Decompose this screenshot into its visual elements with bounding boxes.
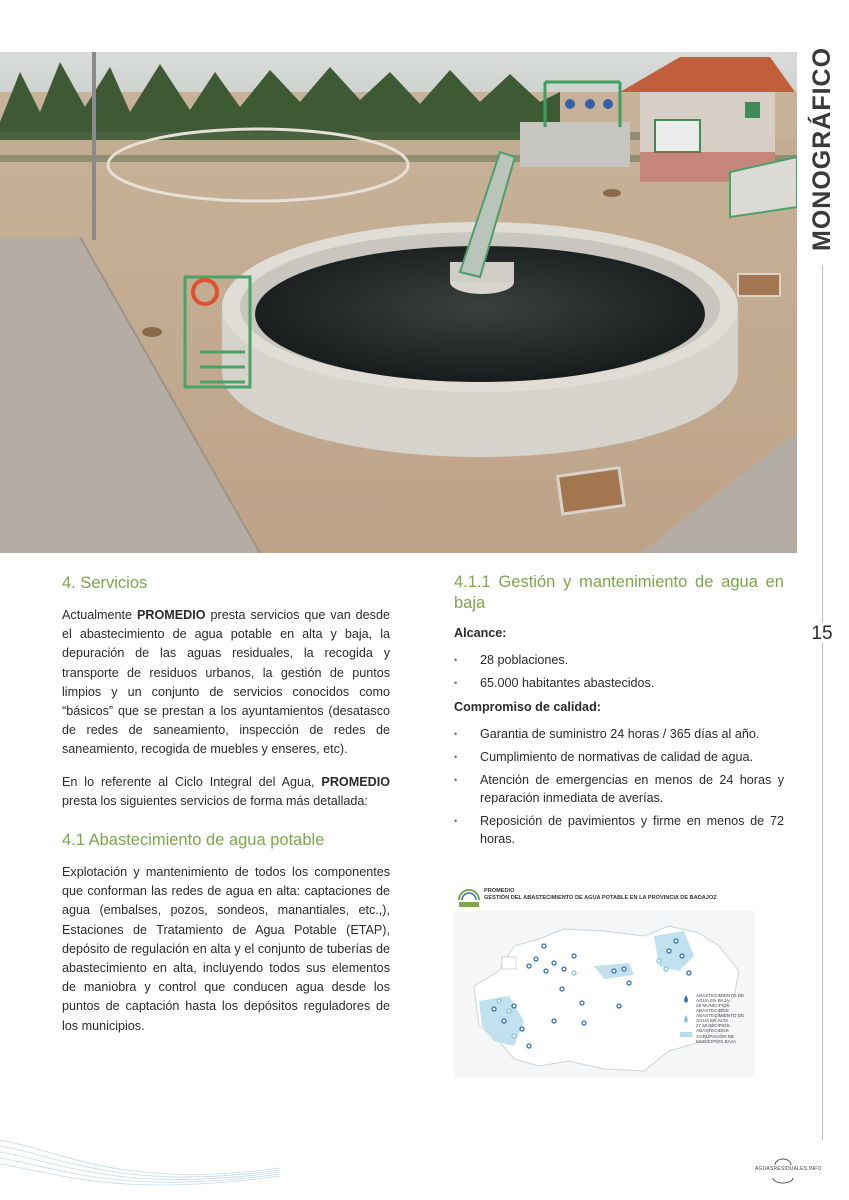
legend-low-supply xyxy=(696,993,755,1013)
intro-text-a: Actualmente xyxy=(62,608,137,622)
quality-list xyxy=(454,725,784,848)
list-item: • Cumplimiento de normativas de calidad de agua. xyxy=(454,748,784,766)
section-title-vertical: MONOGRÁFICO xyxy=(808,46,836,251)
legend-high-supply xyxy=(696,1013,755,1033)
cycle-text-a: En lo referente al Ciclo Integral del Agua, xyxy=(62,774,322,789)
map-header xyxy=(454,885,755,911)
quality-label: Compromiso de calidad: xyxy=(454,700,601,715)
list-item: • Atención de emergencias en menos de 24 horas y reparación inmediata de averías. xyxy=(454,771,784,807)
intro-text-b: presta servicios que van desde el abastecimiento de agua potable en alta y baja, la depuración de las aguas residuales, la recogida y transporte de residuos urbanos, la gestión de puntos limpios y un conjunto de servicios conocidos como “básicos” que se prestan a los ayuntamientos (desatasco de redes de saneamiento, inspección de redes de saneamiento, recogida de muebles y enseres, etc). xyxy=(62,608,390,757)
legend-sublabel: 27 MUNICIPIOS ABASTECIDOS xyxy=(696,1023,730,1033)
list-item: • 65.000 habitantes abastecidos. xyxy=(454,674,784,692)
list-item: • Reposición de pavimientos y firme en menos de 72 horas. xyxy=(454,812,784,848)
sidebar-divider xyxy=(822,265,823,1140)
badajoz-map-figure xyxy=(454,885,755,1078)
map-brand: PROMEDIO xyxy=(484,888,515,894)
legend-grouping: AGRUPACIÓN DE MUNICIPIOS BAJA xyxy=(696,1034,737,1044)
scope-label: Alcance: xyxy=(454,626,507,640)
scope-list xyxy=(454,651,784,692)
legend-label: ABASTECIMIENTO DE AGUA EN ALTA xyxy=(696,1013,745,1023)
legend-label: ABASTECIMIENTO DE AGUA EN BAJA xyxy=(696,993,745,1003)
clarifier-photo-illustration xyxy=(0,52,797,553)
water-cycle-paragraph xyxy=(62,773,390,811)
promedio-logo-icon xyxy=(456,886,482,910)
heading-services: 4. Servicios xyxy=(62,574,148,592)
hero-photo xyxy=(0,52,797,553)
heading-water-supply: 4.1 Abastecimiento de agua potable xyxy=(62,831,325,850)
decorative-wave-lines xyxy=(0,1130,300,1200)
legend-sublabel: 28 MUNICIPIOS ABASTECIDOS xyxy=(696,1003,730,1013)
map-title-block xyxy=(484,888,717,902)
brand-name: PROMEDIO xyxy=(136,608,206,622)
supply-paragraph: Explotación y mantenimiento de todos los componentes que conforman las redes de agua en alta: captaciones de agua (embalses, pozos, sondeos, manantiales, etc.,), Estaciones de Tratamiento de Agua Potable (ETAP), depósito de regulación en alta y el conjunto de tuberías de abastecimiento en alta, incluyendo todos sus elementos de maniobra y control que conducen agua desde los puntos de captación hasta los depósitos reguladores de los municipios. xyxy=(62,865,390,1033)
intro-paragraph xyxy=(62,606,390,760)
heading-low-network: 4.1.1 Gestión y mantenimiento de agua en baja xyxy=(454,573,784,612)
map-title: GESTIÓN DEL ABASTECIMIENTO DE AGUA POTABLE EN LA PROVINCIA DE BADAJOZ xyxy=(484,895,717,901)
cycle-text-b: presta los siguientes servicios de forma más detallada: xyxy=(62,793,368,808)
brand-name: PROMEDIO xyxy=(321,774,390,789)
list-item: • 28 poblaciones. xyxy=(454,651,784,669)
right-column xyxy=(454,572,784,853)
site-name: AGUASRESIDUALES.INFO xyxy=(755,1166,822,1172)
list-item: • Garantia de suministro 24 horas / 365 días al año. xyxy=(454,725,784,743)
page-number: 15 xyxy=(808,623,836,643)
left-column xyxy=(62,572,390,1049)
